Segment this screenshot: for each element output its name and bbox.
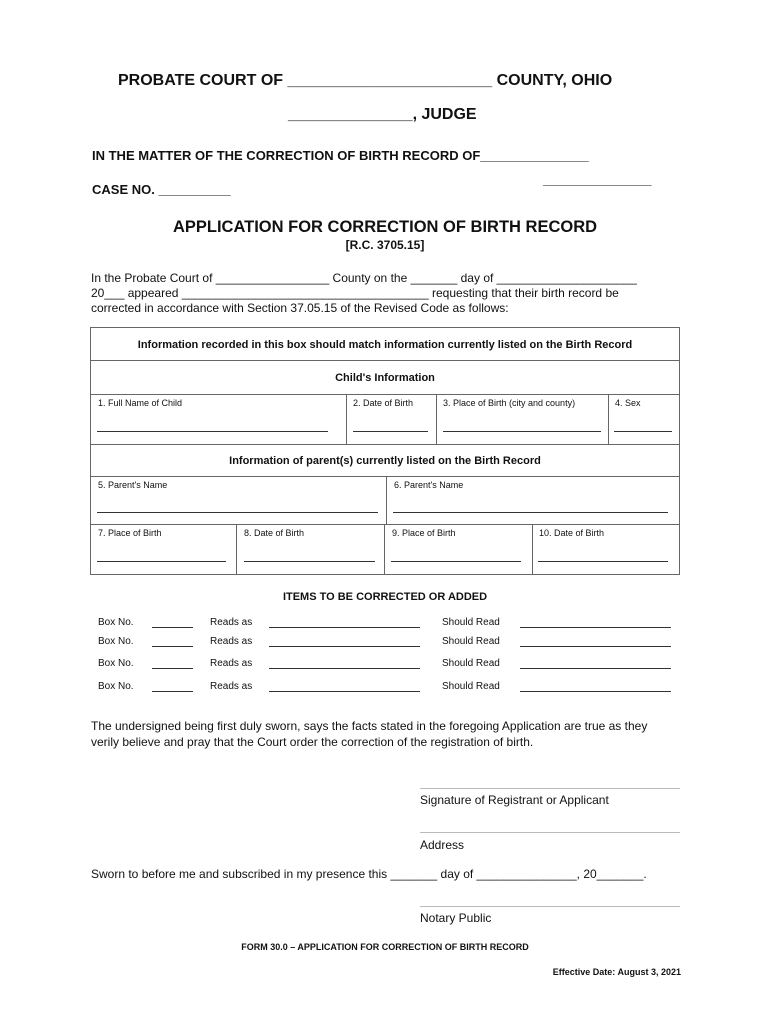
parent-2-pob-label: 9. Place of Birth [392,528,456,538]
address-field[interactable] [420,832,680,833]
parent-1-dob-label: 8. Date of Birth [244,528,305,538]
parent-1-pob-label: 7. Place of Birth [98,528,162,538]
child-pob-label: 3. Place of Birth (city and county) [443,398,576,408]
reads-as-label: Reads as [210,636,253,647]
child-dob-label: 2. Date of Birth [353,398,414,408]
parent-2-name-field[interactable] [393,512,668,513]
parent-1-name-label: 5. Parent's Name [98,480,168,490]
box-no-field[interactable] [152,691,193,692]
child-sex-label: 4. Sex [615,398,641,408]
should-read-label: Should Read [442,617,500,628]
matter-line-continued: _______________ [543,172,652,187]
sworn-statement: Sworn to before me and subscribed in my presence this _______ day of _______________, 20_______. [91,867,647,881]
statute-reference: [R.C. 3705.15] [345,238,425,252]
box-no-label: Box No. [98,636,134,647]
should-read-label: Should Read [442,636,500,647]
matter-line: IN THE MATTER OF THE CORRECTION OF BIRTH RECORD OF_______________ [92,148,589,163]
intro-line-2: 20___ appeared _____________________________________ requesting that their birth record be [91,286,619,300]
applicant-signature-field[interactable] [420,788,680,789]
parent-2-pob-field[interactable] [391,561,521,562]
judge-heading: ______________, JUDGE [288,106,477,123]
form-title: APPLICATION FOR CORRECTION OF BIRTH RECORD [172,218,598,236]
record-box-heading: Information recorded in this box should match information currently listed on the Birth Record [137,339,633,351]
reads-as-field[interactable] [269,691,420,692]
should-read-label: Should Read [442,681,500,692]
oath-text-line-2: verily believe and pray that the Court order the correction of the registration of birth. [91,735,534,749]
court-heading: PROBATE COURT OF _______________________ COUNTY, OHIO [118,72,613,89]
should-read-label: Should Read [442,658,500,669]
parent-2-dob-field[interactable] [538,561,668,562]
parent-1-name-field[interactable] [97,512,378,513]
reads-as-field[interactable] [269,668,420,669]
box-no-field[interactable] [152,627,193,628]
parent-1-dob-field[interactable] [244,561,375,562]
box-no-field[interactable] [152,668,193,669]
box-no-label: Box No. [98,658,134,669]
form-number-footer: FORM 30.0 – APPLICATION FOR CORRECTION OF BIRTH RECORD [241,942,529,952]
box-no-field[interactable] [152,646,193,647]
address-label: Address [420,838,465,852]
should-read-field[interactable] [520,691,671,692]
parent-2-dob-label: 10. Date of Birth [539,528,605,538]
child-name-field[interactable] [97,431,328,432]
corrections-heading: ITEMS TO BE CORRECTED OR ADDED [282,591,488,603]
applicant-signature-label: Signature of Registrant or Applicant [420,793,609,807]
child-name-label: 1. Full Name of Child [98,398,183,408]
should-read-field[interactable] [520,668,671,669]
child-info-heading: Child's Information [335,372,435,384]
reads-as-label: Reads as [210,681,253,692]
notary-signature-field[interactable] [420,906,680,907]
child-dob-field[interactable] [353,431,428,432]
parent-2-name-label: 6. Parent's Name [394,480,464,490]
intro-line-1: In the Probate Court of _________________ County on the _______ day of _____________________ [91,271,637,285]
box-no-label: Box No. [98,617,134,628]
reads-as-field[interactable] [269,627,420,628]
reads-as-field[interactable] [269,646,420,647]
parent-1-pob-field[interactable] [97,561,226,562]
should-read-field[interactable] [520,627,671,628]
parent-info-heading: Information of parent(s) currently listed on the Birth Record [229,455,541,467]
child-sex-field[interactable] [614,431,672,432]
reads-as-label: Reads as [210,617,253,628]
should-read-field[interactable] [520,646,671,647]
notary-label: Notary Public [420,911,492,925]
child-pob-field[interactable] [443,431,601,432]
box-no-label: Box No. [98,681,134,692]
reads-as-label: Reads as [210,658,253,669]
oath-text-line-1: The undersigned being first duly sworn, says the facts stated in the foregoing Application are true as they [91,719,648,733]
intro-line-3: corrected in accordance with Section 37.05.15 of the Revised Code as follows: [91,301,509,315]
case-number: CASE NO. __________ [92,182,231,197]
effective-date: Effective Date: August 3, 2021 [552,967,681,977]
